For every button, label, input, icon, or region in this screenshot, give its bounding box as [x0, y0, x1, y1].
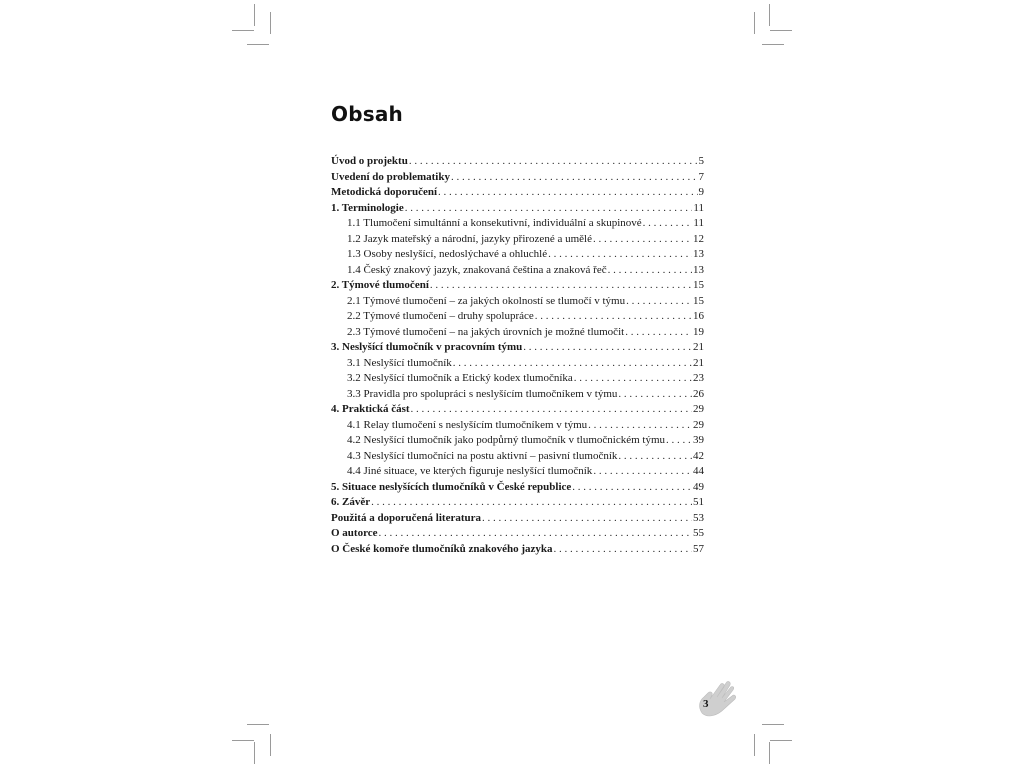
- toc-entry[interactable]: [331, 309, 704, 325]
- toc-entry-label: 1.3 Osoby neslyšící, nedoslýchavé a ohluchlé: [347, 248, 548, 260]
- crop-mark: [270, 734, 271, 756]
- toc-leader-dots: [430, 278, 692, 294]
- toc-entry-label: O České komoře tlumočníků znakového jazyka: [331, 542, 553, 555]
- toc-leader-dots: [643, 216, 693, 232]
- toc-entry-label: 1.2 Jazyk mateřský a národní, jazyky přirozené a umělé: [347, 232, 592, 245]
- toc-entry[interactable]: [331, 278, 704, 294]
- toc-leader-dots: [548, 247, 692, 263]
- toc-entry-label: 6. Závěr: [331, 496, 371, 508]
- toc-entry[interactable]: [331, 263, 704, 279]
- toc-entry[interactable]: [331, 464, 704, 480]
- toc-leader-dots: [572, 480, 692, 496]
- toc-entry-label: 3.3 Pravidla pro spolupráci s neslyšícím tlumočníkem v týmu: [347, 387, 618, 400]
- table-of-contents: [331, 154, 704, 557]
- toc-leader-dots: [451, 170, 698, 186]
- toc-entry-label: 4.1 Relay tlumočení s neslyšícím tlumočníkem v týmu: [347, 418, 588, 431]
- toc-entry-page: 26: [693, 387, 704, 400]
- toc-entry-page: 55: [693, 527, 704, 539]
- toc-entry[interactable]: [331, 232, 704, 248]
- toc-entry-page: 15: [693, 279, 704, 291]
- toc-entry-page: 19: [693, 325, 704, 338]
- crop-mark: [232, 30, 254, 31]
- toc-entry[interactable]: [331, 154, 704, 170]
- toc-entry-label: 2. Týmové tlumočení: [331, 279, 429, 291]
- toc-entry-label: 2.1 Týmové tlumočení – za jakých okolností se tlumočí v týmu: [347, 294, 626, 307]
- toc-entry[interactable]: [331, 201, 704, 217]
- toc-entry-label: 4. Praktická část: [331, 403, 410, 415]
- toc-entry[interactable]: [331, 371, 704, 387]
- crop-mark: [754, 734, 755, 756]
- toc-entry-label: 3. Neslyšící tlumočník v pracovním týmu: [331, 341, 523, 353]
- toc-entry[interactable]: [331, 511, 704, 527]
- toc-entry-page: 21: [693, 356, 704, 369]
- toc-entry[interactable]: [331, 356, 704, 372]
- toc-entry-label: Uvedení do problematiky: [331, 170, 450, 183]
- crop-mark: [247, 724, 269, 725]
- toc-leader-dots: [554, 542, 692, 558]
- toc-entry-label: 1.4 Český znakový jazyk, znakovaná čeština a znaková řeč: [347, 263, 607, 276]
- crop-mark: [762, 44, 784, 45]
- toc-entry[interactable]: [331, 480, 704, 496]
- toc-entry[interactable]: [331, 526, 704, 542]
- crop-mark: [254, 742, 255, 764]
- toc-leader-dots: [625, 325, 692, 341]
- toc-entry[interactable]: [331, 216, 704, 232]
- toc-entry-label: Metodická doporučení: [331, 186, 438, 198]
- toc-entry[interactable]: [331, 185, 704, 201]
- toc-leader-dots: [453, 356, 692, 372]
- crop-mark: [770, 30, 792, 31]
- toc-entry-page: 7: [698, 170, 704, 183]
- toc-entry-label: 1.1 Tlumočení simultánní a konsekutivní, individuální a skupinové: [347, 217, 642, 229]
- toc-leader-dots: [409, 154, 698, 170]
- toc-entry-label: 4.2 Neslyšící tlumočník jako podpůrný tlumočník v tlumočnickém týmu: [347, 434, 666, 446]
- toc-entry-page: 12: [693, 232, 704, 245]
- toc-entry-label: 3.2 Neslyšící tlumočník a Etický kodex tlumočníka: [347, 372, 573, 384]
- toc-entry-page: 5: [698, 155, 704, 167]
- toc-entry-label: O autorce: [331, 527, 378, 539]
- toc-entry-page: 29: [693, 418, 704, 431]
- toc-entry-page: 11: [693, 217, 704, 229]
- toc-entry-label: Použitá a doporučená literatura: [331, 511, 482, 524]
- toc-entry[interactable]: [331, 325, 704, 341]
- toc-entry[interactable]: [331, 495, 704, 511]
- toc-entry[interactable]: [331, 449, 704, 465]
- toc-entry-label: 1. Terminologie: [331, 201, 404, 214]
- toc-entry-page: 49: [693, 480, 704, 493]
- toc-leader-dots: [535, 309, 692, 325]
- page-title: Obsah: [331, 102, 403, 126]
- toc-entry[interactable]: [331, 387, 704, 403]
- toc-entry-page: 53: [693, 511, 704, 524]
- toc-entry-label: 2.2 Týmové tlumočení – druhy spolupráce: [347, 310, 534, 322]
- crop-mark: [769, 742, 770, 764]
- toc-entry-label: 4.4 Jiné situace, ve kterých figuruje neslyšící tlumočník: [347, 465, 593, 477]
- toc-entry-page: 57: [693, 542, 704, 555]
- toc-leader-dots: [626, 294, 692, 310]
- toc-entry[interactable]: [331, 170, 704, 186]
- crop-mark: [762, 724, 784, 725]
- crop-mark: [770, 740, 792, 741]
- page-number: 3: [703, 698, 709, 710]
- toc-entry[interactable]: [331, 294, 704, 310]
- toc-entry-page: 23: [693, 372, 704, 384]
- toc-entry-page: 11: [693, 201, 704, 214]
- crop-mark: [254, 4, 255, 26]
- toc-entry[interactable]: [331, 247, 704, 263]
- crop-mark: [270, 12, 271, 34]
- toc-entry[interactable]: [331, 433, 704, 449]
- toc-entry-label: 3.1 Neslyšící tlumočník: [347, 356, 452, 369]
- toc-entry[interactable]: [331, 542, 704, 558]
- toc-leader-dots: [411, 402, 692, 418]
- toc-entry-page: 21: [693, 341, 704, 353]
- crop-mark: [247, 44, 269, 45]
- toc-entry-page: 13: [693, 263, 704, 276]
- toc-leader-dots: [371, 495, 692, 511]
- toc-leader-dots: [523, 340, 692, 356]
- toc-leader-dots: [482, 511, 692, 527]
- crop-mark: [754, 12, 755, 34]
- crop-mark: [769, 4, 770, 26]
- toc-leader-dots: [618, 387, 692, 403]
- toc-entry-label: 2.3 Týmové tlumočení – na jakých úrovních je možné tlumočit: [347, 325, 625, 338]
- toc-leader-dots: [618, 449, 692, 465]
- toc-entry-page: 13: [693, 248, 704, 260]
- toc-entry-label: 5. Situace neslyšících tlumočníků v České republice: [331, 480, 572, 493]
- toc-entry-page: 44: [693, 465, 704, 477]
- toc-leader-dots: [608, 263, 692, 279]
- toc-entry[interactable]: [331, 340, 704, 356]
- toc-leader-dots: [574, 371, 692, 387]
- toc-leader-dots: [438, 185, 697, 201]
- toc-entry-label: 4.3 Neslyšící tlumočníci na postu aktivní – pasivní tlumočník: [347, 449, 618, 462]
- toc-leader-dots: [588, 418, 692, 434]
- toc-leader-dots: [593, 464, 692, 480]
- toc-entry-label: Úvod o projektu: [331, 155, 408, 167]
- toc-entry-page: 15: [693, 294, 704, 307]
- toc-entry-page: 39: [693, 434, 704, 446]
- toc-leader-dots: [379, 526, 692, 542]
- toc-entry-page: 16: [693, 310, 704, 322]
- toc-entry-page: 9: [698, 186, 704, 198]
- toc-leader-dots: [405, 201, 693, 217]
- toc-entry-page: 51: [693, 496, 704, 508]
- hand-icon: [690, 673, 740, 719]
- crop-mark: [232, 740, 254, 741]
- toc-entry-page: 42: [693, 449, 704, 462]
- toc-leader-dots: [593, 232, 692, 248]
- toc-entry-page: 29: [693, 403, 704, 415]
- toc-leader-dots: [666, 433, 692, 449]
- toc-entry[interactable]: [331, 402, 704, 418]
- toc-entry[interactable]: [331, 418, 704, 434]
